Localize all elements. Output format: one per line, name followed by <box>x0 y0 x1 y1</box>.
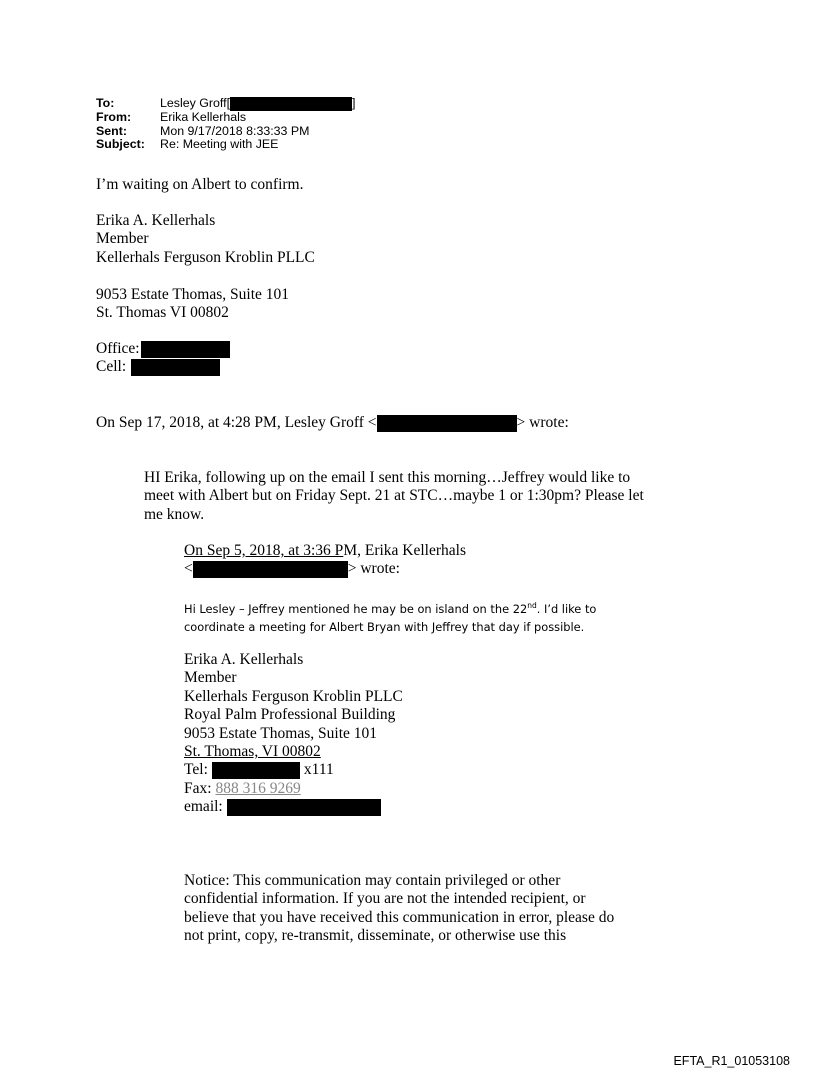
fax-row <box>184 780 403 798</box>
from-label: From: <box>96 110 132 124</box>
quote2-attribution-line-2 <box>184 560 466 578</box>
subject-value: Re: Meeting with JEE <box>160 137 279 152</box>
from-value: Erika Kellerhals <box>160 110 247 124</box>
signature-building: Royal Palm Professional Building <box>184 706 396 724</box>
tel-label: Tel: <box>184 761 208 779</box>
quote1-line-3: me know. <box>144 505 205 523</box>
attribution-open: < <box>184 560 193 578</box>
quote2-attribution <box>184 542 466 579</box>
sent-label: Sent: <box>96 123 127 138</box>
redaction-block <box>193 561 348 578</box>
document-id: EFTA_R1_01053108 <box>673 1054 790 1068</box>
email-header <box>96 97 355 152</box>
attribution-wrote: > wrote: <box>347 560 400 578</box>
office-row <box>96 340 230 358</box>
quote2-line-1: Hi Lesley – Jeffrey mentioned he may be on island on the 22nd. I’d like to <box>184 601 597 616</box>
redaction-block <box>230 97 352 111</box>
quote1-body <box>144 469 644 524</box>
to-label: To: <box>96 96 115 110</box>
tel-row <box>184 761 403 779</box>
reply-address <box>96 286 289 323</box>
signature-address-1: 9053 Estate Thomas, Suite 101 <box>184 724 378 742</box>
attribution-underlined: On Sep 5, 2018, at 3:36 P <box>184 542 344 559</box>
redaction-block <box>227 799 381 816</box>
notice-line-4: not print, copy, re-transmit, disseminate, or otherwise use this <box>184 927 567 945</box>
email-label: email: <box>184 798 223 816</box>
attribution-wrote: > wrote: <box>516 414 569 431</box>
cell-label: Cell: <box>96 358 127 376</box>
notice-line-1: Notice: This communication may contain privileged or other <box>184 872 561 889</box>
reply-signature <box>96 212 315 267</box>
fax-label: Fax: <box>184 779 212 797</box>
reply-body <box>96 176 304 194</box>
quote2-body <box>184 597 596 637</box>
attribution-rest: M, Erika Kellerhals <box>343 542 466 559</box>
signature-address-2: St. Thomas, VI 00802 <box>184 743 321 761</box>
tel-ext: x111 <box>303 761 334 779</box>
address-line-2: St. Thomas VI 00802 <box>96 304 229 322</box>
quote2-line-2: coordinate a meeting for Albert Bryan with Jeffrey that day if possible. <box>184 620 585 635</box>
quote1-line-2: meet with Albert but on Friday Sept. 21 at STC…maybe 1 or 1:30pm? Please let <box>144 487 644 505</box>
email-row <box>184 798 403 816</box>
sent-value: Mon 9/17/2018 8:33:33 PM <box>160 123 310 138</box>
fax-number-link[interactable]: 888 316 9269 <box>215 779 301 797</box>
header-from-row <box>96 111 355 125</box>
signature-name: Erika A. Kellerhals <box>184 651 304 668</box>
cell-row <box>96 358 230 376</box>
signature-firm: Kellerhals Ferguson Kroblin PLLC <box>96 248 315 266</box>
signature-title: Member <box>184 669 237 687</box>
signature-name: Erika A. Kellerhals <box>96 212 216 229</box>
attribution-text: On Sep 17, 2018, at 4:28 PM, Lesley Groff < <box>96 414 377 431</box>
redaction-block <box>212 762 300 779</box>
reply-text: I’m waiting on Albert to confirm. <box>96 176 304 193</box>
header-sent-row <box>96 125 355 139</box>
address-line-1: 9053 Estate Thomas, Suite 101 <box>96 286 290 303</box>
quote1-attribution <box>96 414 569 432</box>
header-to-row <box>96 97 355 111</box>
to-close: ] <box>352 96 356 110</box>
header-subject-row <box>96 138 355 152</box>
confidentiality-notice <box>184 872 614 946</box>
redaction-block <box>131 359 220 376</box>
quote2-signature <box>184 651 403 817</box>
signature-firm: Kellerhals Ferguson Kroblin PLLC <box>184 687 403 705</box>
to-value: Lesley Groff[ <box>160 96 231 110</box>
reply-contacts <box>96 340 230 377</box>
quote2-attribution-line-1 <box>184 542 466 560</box>
redaction-block <box>377 415 517 432</box>
quote1-line-1: HI Erika, following up on the email I sent this morning…Jeffrey would like to <box>144 469 631 486</box>
redaction-block <box>141 341 230 358</box>
subject-label: Subject: <box>96 137 145 152</box>
notice-line-3: believe that you have received this communication in error, please do <box>184 908 615 926</box>
signature-title: Member <box>96 230 149 248</box>
notice-line-2: confidential information. If you are not the intended recipient, or <box>184 890 586 908</box>
office-label: Office: <box>96 340 140 357</box>
